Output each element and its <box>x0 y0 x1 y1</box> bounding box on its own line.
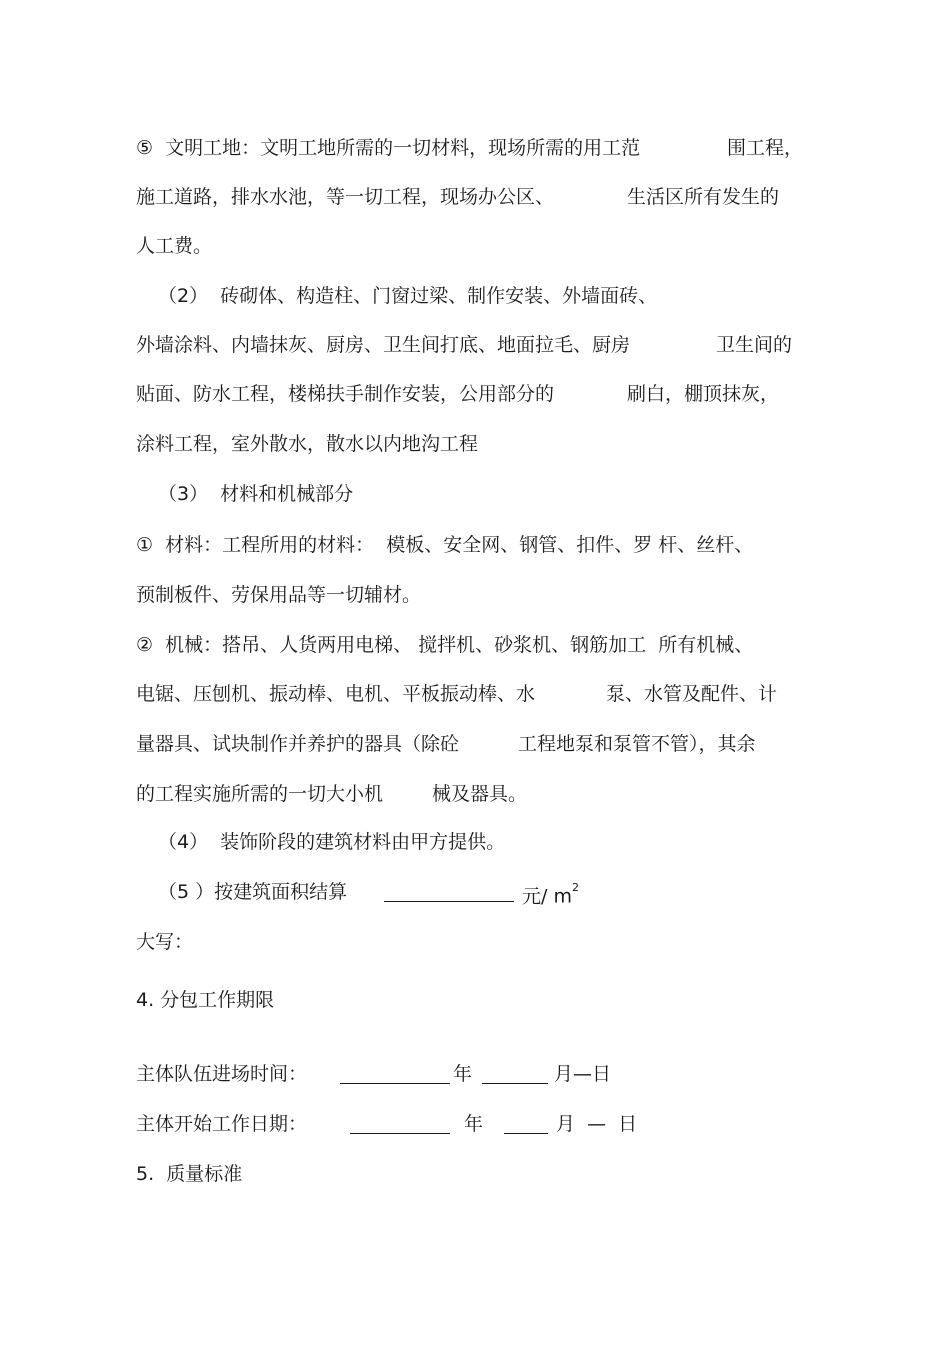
text-line: 涂料工程，室外散水，散水以内地沟工程 <box>136 433 479 455</box>
text-line: 主体开始工作日期： <box>136 1113 308 1135</box>
month-blank <box>504 1115 548 1134</box>
text-line: 贴面、防水工程，楼梯扶手制作安装，公用部分的 <box>136 383 555 405</box>
text-line: （3） 材料和机械部分 <box>158 483 354 505</box>
text-line: 电锯、压刨机、振动棒、电机、平板振动棒、水 <box>136 683 536 705</box>
text-line: ② 机械：搭吊、人货两用电梯、 搅拌机、砂浆机、钢筋加工 所有机械、 <box>136 634 754 656</box>
text-line: （2） 砖砌体、构造柱、门窗过梁、制作安装、外墙面砖、 <box>158 285 658 307</box>
month-blank <box>482 1065 548 1084</box>
text-line: （5 ）按建筑面积结算 <box>158 881 348 903</box>
text-line: 年 <box>464 1113 484 1135</box>
text-line: 泵、水管及配件、计 <box>606 683 778 705</box>
text-line: 年 <box>453 1063 473 1085</box>
unit-superscript: 2 <box>571 881 579 894</box>
section-heading: 4. 分包工作期限 <box>136 989 275 1011</box>
text-line: 主体队伍进场时间： <box>136 1063 308 1085</box>
text-line: 的工程实施所需的一切大小机 <box>136 783 384 805</box>
text-line: 械及器具。 <box>432 783 528 805</box>
year-blank <box>340 1065 450 1084</box>
text-line: 月 — 日 <box>556 1113 638 1135</box>
text-line: 施工道路，排水水池，等一切工程，现场办公区、 <box>136 186 555 208</box>
text-line: 量器具、试块制作并养护的器具（除砼 <box>136 733 460 755</box>
text-line: 大写： <box>136 931 194 953</box>
unit-text: 元/ m <box>522 885 572 908</box>
text-line: 围工程， <box>727 137 804 159</box>
text-line: 卫生间的 <box>716 334 793 356</box>
amount-blank <box>384 883 514 902</box>
text-line: 人工费。 <box>136 235 213 257</box>
text-line: （4） 装饰阶段的建筑材料由甲方提供。 <box>158 831 506 853</box>
text-line: 生活区所有发生的 <box>627 186 780 208</box>
text-line: 预制板件、劳保用品等一切辅材。 <box>136 584 422 606</box>
text-line: 工程地泵和泵管不管），其余 <box>518 733 756 755</box>
year-blank <box>350 1115 450 1134</box>
text-line: 刷白，棚顶抹灰， <box>627 383 780 405</box>
text-line: 月—日 <box>554 1063 612 1085</box>
text-line: ① 材料：工程所用的材料： 模板、安全网、钢管、扣件、罗 杆、丝杆、 <box>136 534 754 556</box>
text-line: ⑤ 文明工地：文明工地所需的一切材料，现场所需的用工范 <box>136 137 641 159</box>
text-line: 外墙涂料、内墙抹灰、厨房、卫生间打底、地面拉毛、厨房 <box>136 334 631 356</box>
unit-label <box>522 880 579 908</box>
section-heading: 5. 质量标准 <box>136 1163 243 1185</box>
